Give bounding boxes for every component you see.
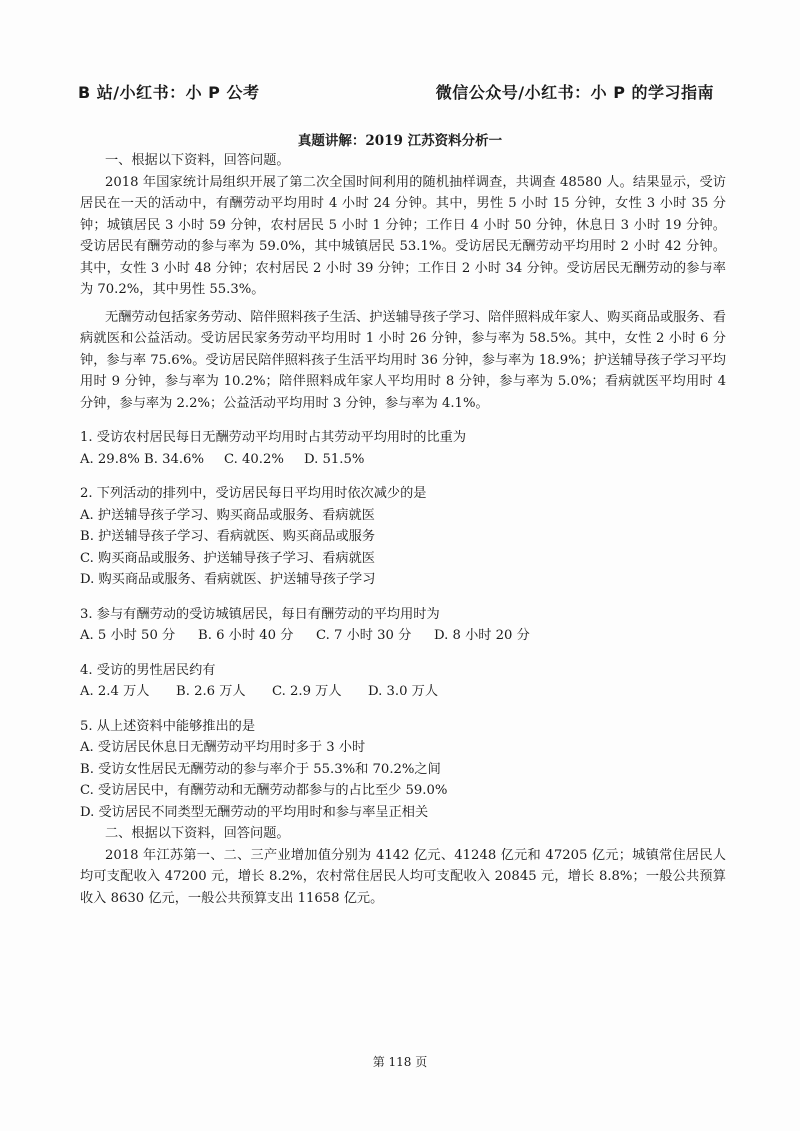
question-stem: 2. 下列活动的排列中，受访居民每日平均用时依次减少的是 — [80, 486, 427, 501]
option-b: B. 34.6% — [144, 451, 204, 467]
question-stem: 3. 参与有酬劳动的受访城镇居民，每日有酬劳动的平均用时为 — [80, 606, 440, 622]
option-a: A. 2.4 万人 — [80, 684, 150, 699]
section1-heading: 一、根据以下资料，回答问题。 — [105, 153, 290, 168]
option-d: D. 3.0 万人 — [368, 684, 439, 699]
option-c: C. 40.2% — [224, 451, 284, 467]
question-4 — [80, 660, 726, 703]
question-options — [80, 625, 726, 647]
option-c: C. 受访居民中，有酬劳动和无酬劳动都参与的占比至少 59.0% — [80, 783, 448, 798]
question-options — [80, 681, 726, 703]
option-a: A. 29.8% — [80, 451, 140, 467]
option-a: A. 护送辅导孩子学习、购买商品或服务、看病就医 — [80, 507, 375, 523]
header-right-text: 微信公众号/小红书：小 P 的学习指南 — [435, 83, 714, 102]
question-stem: 5. 从上述资料中能够推出的是 — [80, 718, 256, 734]
question-3 — [80, 604, 726, 647]
option-b: B. 护送辅导孩子学习、看病就医、购买商品或服务 — [80, 529, 376, 544]
question-stem: 4. 受访的男性居民约有 — [80, 662, 216, 678]
option-b: B. 6 小时 40 分 — [198, 628, 294, 643]
question-stem: 1. 受访农村居民每日无酬劳动平均用时占其劳动平均用时的比重为 — [80, 430, 467, 445]
option-d: D. 购买商品或服务、看病就医、护送辅导孩子学习 — [80, 572, 376, 587]
option-d: D. 8 小时 20 分 — [434, 628, 530, 643]
header-left-text: B 站/小红书：小 P 公考 — [78, 83, 260, 102]
option-b: B. 受访女性居民无酬劳动的参与率介于 55.3%和 70.2%之间 — [80, 761, 441, 777]
section1-paragraph-1: 2018 年国家统计局组织开展了第二次全国时间利用的随机抽样调查，共调查 48580 人。结果显示，受访居民在一天的活动中，有酬劳动平均用时 4 小时 24 分钟。其中，男性 5 小时 15 分钟，女性 3 小时 35 分钟；城镇居民 3 小时 59 分钟，农村居民 5 小时 1 分钟；工作日 4 小时 50 分钟，休息日 3 小时 19 分钟。受访居民有酬劳动的参与率为 59.0%，其中城镇居民 53.1%。受访居民无酬劳动平均用时 2 小时 42 分钟。其中，女性 3 小时 48 分钟；农村居民 2 小时 39 分钟；工作日 2 小时 34 分钟。受访居民无酬劳动的参与率为 70.2%，其中男性 55.3%。 — [80, 174, 726, 297]
document-body — [80, 150, 726, 909]
option-b: B. 2.6 万人 — [176, 684, 246, 699]
section2-paragraph-1: 2018 年江苏第一、二、三产业增加值分别为 4142 亿元、41248 亿元和 47205 亿元；城镇常住居民人均可支配收入 47200 元，增长 8.2%，农村常住居民人均可支配收入 20845 元，增长 8.8%；一般公共预算收入 8630 亿元，一般公共预算支出 11658 亿元。 — [80, 847, 726, 906]
question-options — [80, 449, 726, 471]
page-title: 真题讲解：2019 江苏资料分析一 — [297, 133, 503, 149]
question-5 — [80, 716, 726, 824]
question-2 — [80, 483, 726, 591]
option-c: C. 购买商品或服务、护送辅导孩子学习、看病就医 — [80, 550, 375, 566]
option-d: D. 受访居民不同类型无酬劳动的平均用时和参与率呈正相关 — [80, 804, 429, 820]
option-c: C. 7 小时 30 分 — [316, 628, 412, 643]
option-a: A. 5 小时 50 分 — [80, 628, 176, 643]
option-c: C. 2.9 万人 — [272, 684, 342, 699]
section2-heading: 二、根据以下资料，回答问题。 — [105, 826, 290, 841]
page-number: 第 118 页 — [372, 1055, 428, 1069]
option-a: A. 受访居民休息日无酬劳动平均用时多于 3 小时 — [80, 740, 366, 755]
question-1 — [80, 427, 726, 470]
option-d: D. 51.5% — [304, 451, 365, 467]
section1-paragraph-2: 无酬劳动包括家务劳动、陪伴照料孩子生活、护送辅导孩子学习、陪伴照料成年家人、购买商品或服务、看病就医和公益活动。受访居民家务劳动平均用时 1 小时 26 分钟，参与率为 58.5%。其中，女性 2 小时 6 分钟，参与率 75.6%。受访居民陪伴照料孩子生活平均用时 36 分钟，参与率为 18.9%；护送辅导孩子学习平均用时 9 分钟，参与率为 10.2%；陪伴照料成年家人平均用时 8 分钟，参与率为 5.0%；看病就医平均用时 4 分钟，参与率为 2.2%；公益活动平均用时 3 分钟，参与率为 4.1%。 — [80, 309, 726, 411]
